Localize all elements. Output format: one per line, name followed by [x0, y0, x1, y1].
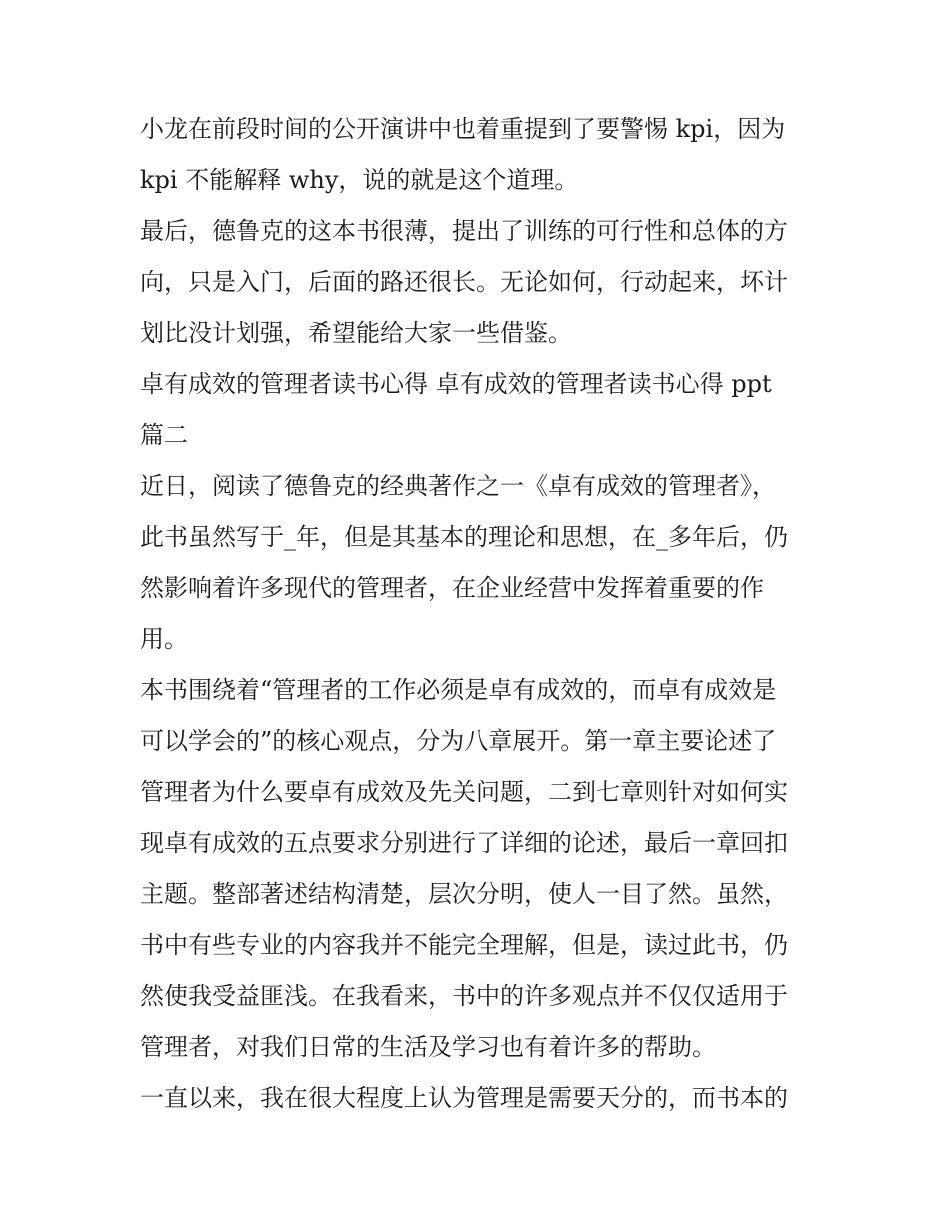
section-heading-line: 卓有成效的管理者读书心得 卓有成效的管理者读书心得 ppt [140, 370, 772, 398]
text-line: 主题。整部著述结构清楚，层次分明，使人一目了然。虽然， [140, 880, 788, 908]
text-line: 然影响着许多现代的管理者，在企业经营中发挥着重要的作 [140, 574, 764, 602]
text-line: 然使我受益匪浅。在我看来，书中的许多观点并不仅仅适用于 [140, 982, 788, 1010]
text-line: 用。 [140, 625, 188, 653]
text-line: 管理者，对我们日常的生活及学习也有着许多的帮助。 [140, 1033, 716, 1061]
text-line: kpi 不能解释 why，说的就是这个道理。 [140, 166, 579, 194]
text-line: 小龙在前段时间的公开演讲中也着重提到了要警惕 kpi，因为 [140, 115, 786, 143]
text-line: 可以学会的”的核心观点，分为八章展开。第一章主要论述了 [140, 727, 777, 755]
text-line: 管理者为什么要卓有成效及先关问题，二到七章则针对如何实 [140, 778, 788, 806]
text-line: 本书围绕着“管理者的工作必须是卓有成效的，而卓有成效是 [140, 676, 777, 704]
text-line: 一直以来，我在很大程度上认为管理是需要天分的，而书本的 [140, 1084, 788, 1112]
text-line: 书中有些专业的内容我并不能完全理解，但是，读过此书，仍 [140, 931, 788, 959]
document-body [140, 104, 820, 1124]
text-line: 此书虽然写于_年，但是其基本的理论和思想，在_多年后，仍 [140, 523, 788, 551]
section-label: 篇二 [140, 421, 188, 449]
text-line: 划比没计划强，希望能给大家一些借鉴。 [140, 319, 572, 347]
text-line: 近日，阅读了德鲁克的经典著作之一《卓有成效的管理者》， [140, 472, 776, 500]
text-line: 现卓有成效的五点要求分别进行了详细的论述，最后一章回扣 [140, 829, 788, 857]
text-line: 最后，德鲁克的这本书很薄，提出了训练的可行性和总体的方 [140, 217, 788, 245]
text-line: 向，只是入门，后面的路还很长。无论如何，行动起来，坏计 [140, 268, 788, 296]
